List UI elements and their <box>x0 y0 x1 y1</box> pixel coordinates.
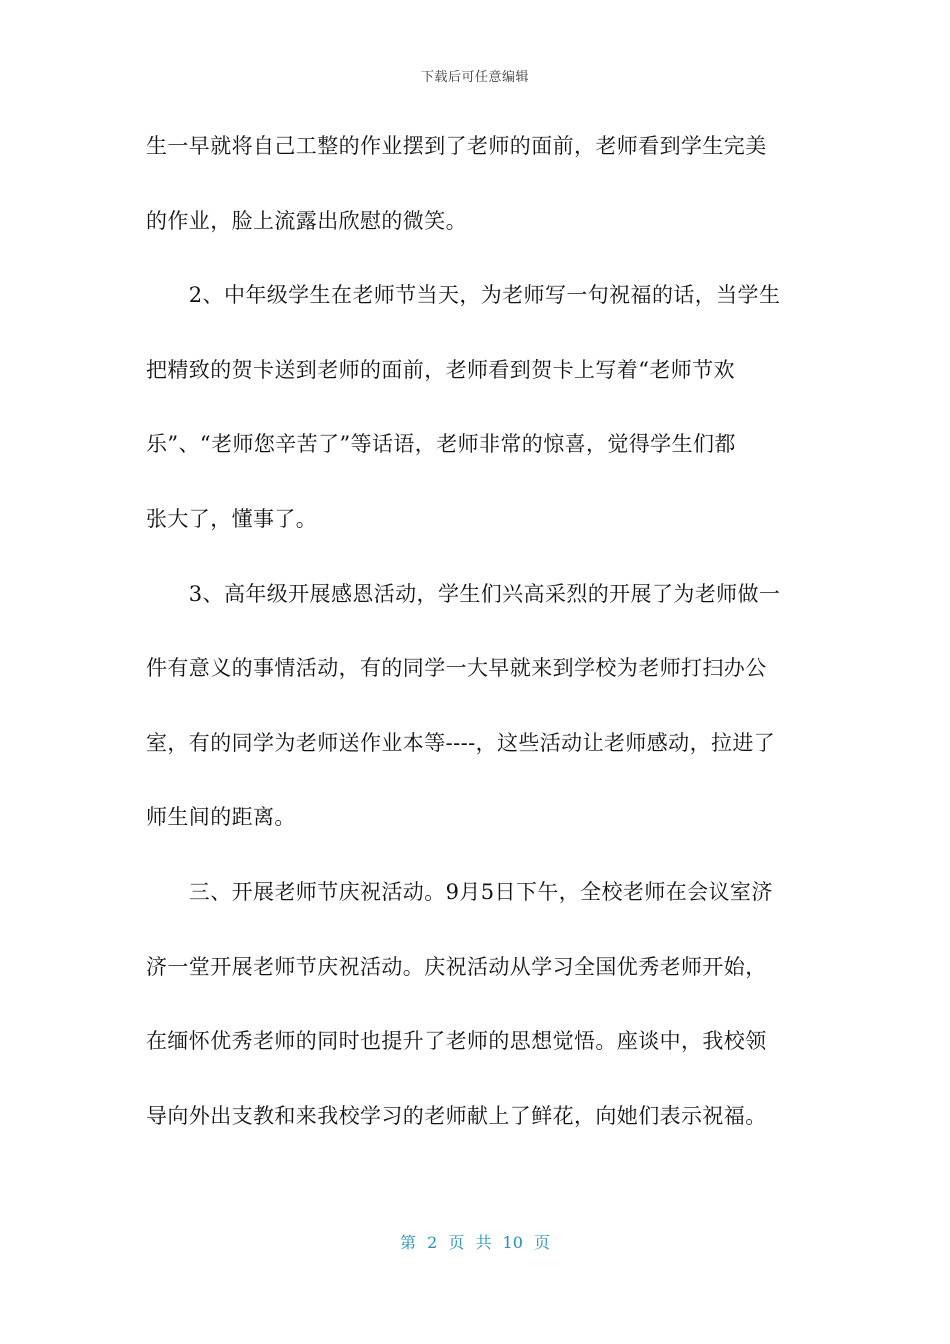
body-line-9: 室，有的同学为老师送作业本等----，这些活动让老师感动，拉进了 <box>146 730 776 755</box>
page-footer: 第 2 页 共 10 页 <box>400 1233 550 1252</box>
body-line-10: 师生间的距离。 <box>146 805 296 830</box>
body-line-5: 乐”、“老师您辛苦了”等话语，老师非常的惊喜，觉得学生们都 <box>146 432 736 457</box>
body-line-13: 在缅怀优秀老师的同时也提升了老师的思想觉悟。座谈中，我校领 <box>146 1029 767 1054</box>
body-line-11: 三、开展老师节庆祝活动。9月5日下午，全校老师在会议室济 <box>146 879 773 904</box>
body-line-4: 把精致的贺卡送到老师的面前，老师看到贺卡上写着“老师节欢 <box>146 357 735 382</box>
body-line-6: 张大了，懂事了。 <box>146 506 318 531</box>
body-line-3: 2、中年级学生在老师节当天，为老师写一句祝福的话，当学生 <box>146 283 781 308</box>
page-header: 下载后可任意编辑 <box>420 70 529 85</box>
body-line-8: 件有意义的事情活动，有的同学一大早就来到学校为老师打扫办公 <box>146 656 767 681</box>
body-line-12: 济一堂开展老师节庆祝活动。庆祝活动从学习全国优秀老师开始， <box>146 954 767 979</box>
document-body <box>146 127 806 1171</box>
body-line-2: 的作业，脸上流露出欣慰的微笑。 <box>146 208 467 233</box>
body-line-7: 3、高年级开展感恩活动，学生们兴高采烈的开展了为老师做一 <box>146 581 781 606</box>
body-line-1: 生一早就将自己工整的作业摆到了老师的面前，老师看到学生完美 <box>146 134 767 158</box>
body-line-14: 导向外出支教和来我校学习的老师献上了鲜花，向她们表示祝福。 <box>146 1103 767 1128</box>
